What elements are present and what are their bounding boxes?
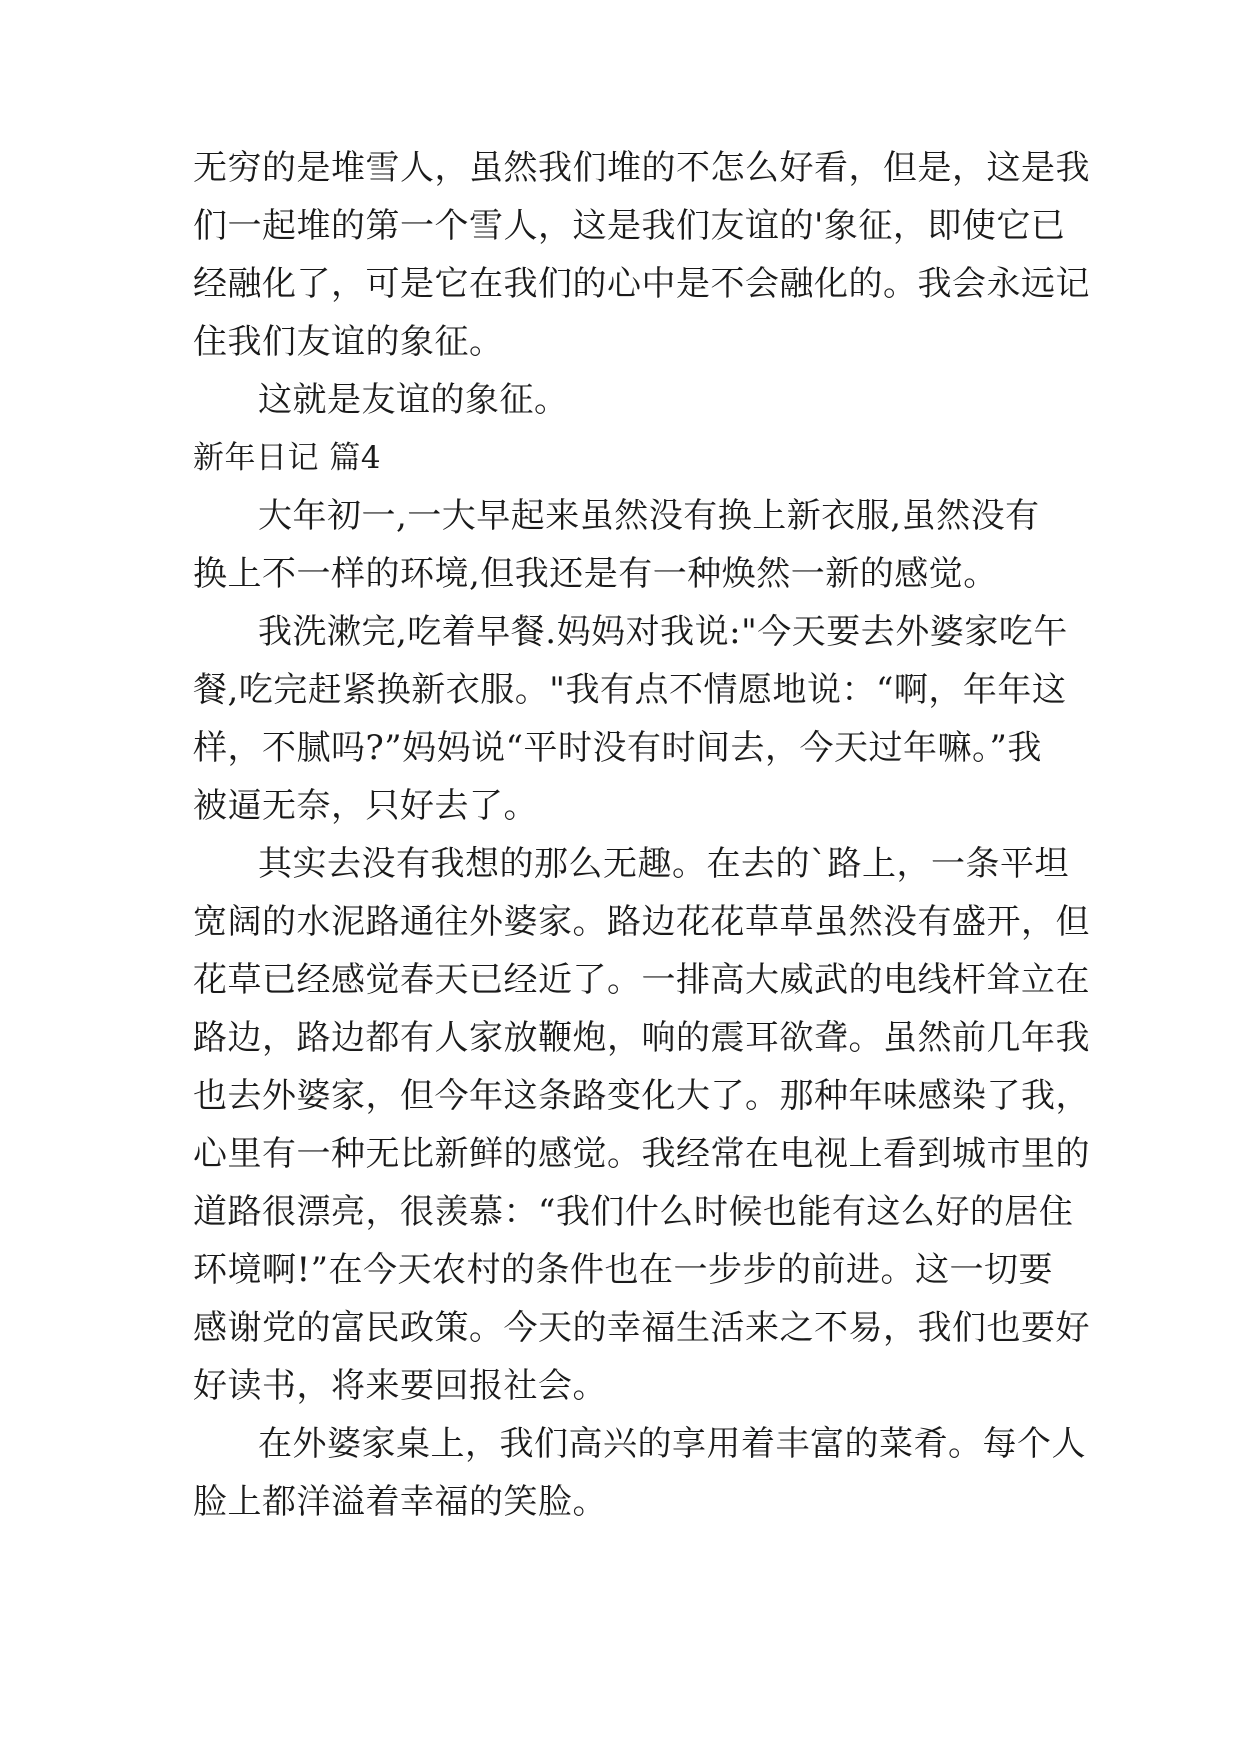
paragraph-line: 经融化了，可是它在我们的心中是不会融化的。我会永远记	[193, 264, 1090, 304]
paragraph-line: 花草已经感觉春天已经近了。一排高大威武的电线杆耸立在	[193, 960, 1090, 1000]
paragraph-line: 路边，路边都有人家放鞭炮，响的震耳欲聋。虽然前几年我	[193, 1018, 1090, 1058]
paragraph-line: 心里有一种无比新鲜的感觉。我经常在电视上看到城市里的	[193, 1134, 1090, 1174]
paragraph-line: 脸上都洋溢着幸福的笑脸。	[193, 1482, 607, 1522]
section-title: 新年日记 篇4	[193, 440, 382, 476]
paragraph-line: 餐,吃完赶紧换新衣服。"我有点不情愿地说：“啊，年年这	[193, 670, 1067, 710]
paragraph-line: 们一起堆的第一个雪人，这是我们友谊的'象征，即使它已	[193, 206, 1066, 246]
paragraph-line: 也去外婆家，但今年这条路变化大了。那种年味感染了我，	[193, 1076, 1090, 1116]
paragraph-line: 道路很漂亮，很羡慕：“我们什么时候也能有这么好的居住	[193, 1192, 1074, 1232]
paragraph-line: 这就是友谊的象征。	[258, 380, 569, 420]
paragraph-line: 无穷的是堆雪人，虽然我们堆的不怎么好看，但是，这是我	[193, 148, 1090, 188]
paragraph-line: 环境啊!”在今天农村的条件也在一步步的前进。这一切要	[193, 1250, 1054, 1290]
paragraph-line: 样，不腻吗?”妈妈说“平时没有时间去，今天过年嘛。”我	[193, 728, 1042, 768]
paragraph-line: 宽阔的水泥路通往外婆家。路边花花草草虽然没有盛开，但	[193, 902, 1090, 942]
paragraph-line: 感谢党的富民政策。今天的幸福生活来之不易，我们也要好	[193, 1308, 1090, 1348]
paragraph-line: 我洗漱完,吃着早餐.妈妈对我说:"今天要去外婆家吃午	[258, 612, 1068, 652]
paragraph-line: 住我们友谊的象征。	[193, 322, 504, 362]
paragraph-line: 其实去没有我想的那么无趣。在去的`路上，一条平坦	[258, 844, 1069, 884]
paragraph-line: 换上不一样的环境,但我还是有一种焕然一新的感觉。	[193, 554, 998, 594]
paragraph-line: 大年初一,一大早起来虽然没有换上新衣服,虽然没有	[258, 496, 1040, 536]
paragraph-line: 好读书，将来要回报社会。	[193, 1366, 607, 1406]
paragraph-line: 在外婆家桌上，我们高兴的享用着丰富的菜肴。每个人	[258, 1424, 1086, 1464]
paragraph-line: 被逼无奈，只好去了。	[193, 786, 538, 826]
